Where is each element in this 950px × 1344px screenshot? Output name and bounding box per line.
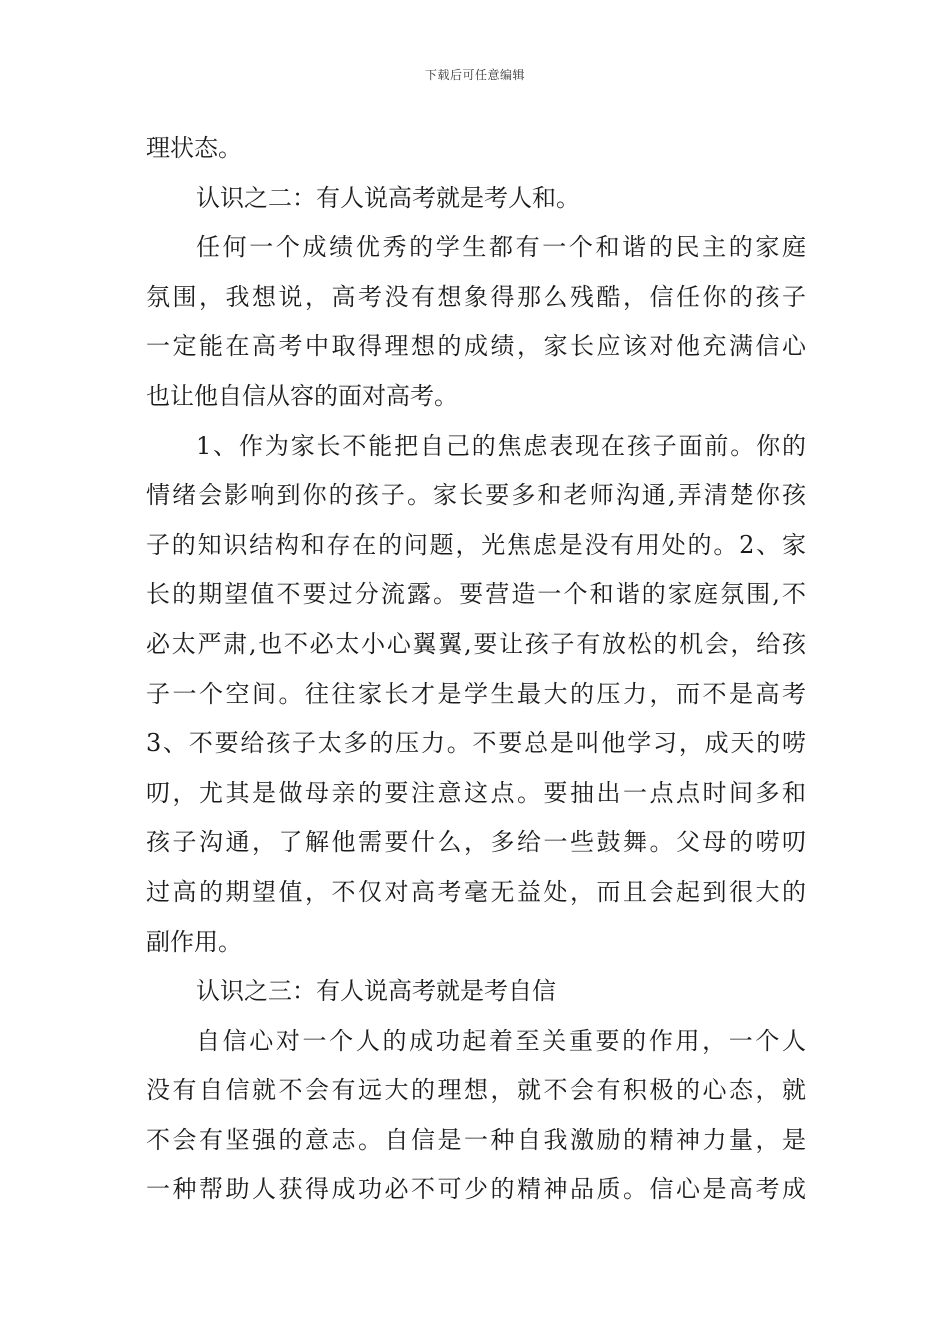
text-line: 一定能在高考中取得理想的成绩，家长应该对他充满信心 [146,332,806,361]
text-line: 过高的期望值，不仅对高考毫无益处，而且会起到很大的 [146,877,806,906]
text-line: 认识之二：有人说高考就是考人和。 [196,183,580,212]
text-line: 没有自信就不会有远大的理想，就不会有积极的心态，就 [146,1076,806,1105]
text-line: 也让他自信从容的面对高考。 [146,381,458,410]
text-line: 氛围，我想说，高考没有想象得那么残酷，信任你的孩子 [146,282,806,311]
text-line: 情绪会影响到你的孩子。家长要多和老师沟通,弄清楚你孩 [146,481,806,510]
text-line: 叨，尤其是做母亲的要注意这点。要抽出一点点时间多和 [146,778,806,807]
text-line: 1、作为家长不能把自己的焦虑表现在孩子面前。你的 [196,431,806,460]
text-line: 必太严肃,也不必太小心翼翼,要让孩子有放松的机会，给孩 [146,629,806,658]
text-line: 理状态。 [146,134,242,162]
text-line: 长的期望值不要过分流露。要营造一个和谐的家庭氛围,不 [146,580,806,609]
text-line: 一种帮助人获得成功必不可少的精神品质。信心是高考成 [146,1175,806,1204]
text-line: 自信心对一个人的成功起着至关重要的作用，一个人 [196,1026,806,1055]
document-body [146,124,806,1215]
text-line: 孩子沟通，了解他需要什么，多给一些鼓舞。父母的唠叨 [146,828,806,857]
text-line: 子的知识结构和存在的问题，光焦虑是没有用处的。2、家 [146,530,806,559]
text-line: 任何一个成绩优秀的学生都有一个和谐的民主的家庭 [196,233,806,262]
text-line: 认识之三：有人说高考就是考自信 [196,977,556,1006]
text-line: 子一个空间。往往家长才是学生最大的压力，而不是高考 [146,679,806,708]
text-line: 副作用。 [146,927,242,956]
page-header: 下载后可任意编辑 [424,68,525,82]
text-line: 3、不要给孩子太多的压力。不要总是叫他学习，成天的唠 [146,729,806,758]
text-line: 不会有坚强的意志。自信是一种自我激励的精神力量，是 [146,1125,806,1154]
